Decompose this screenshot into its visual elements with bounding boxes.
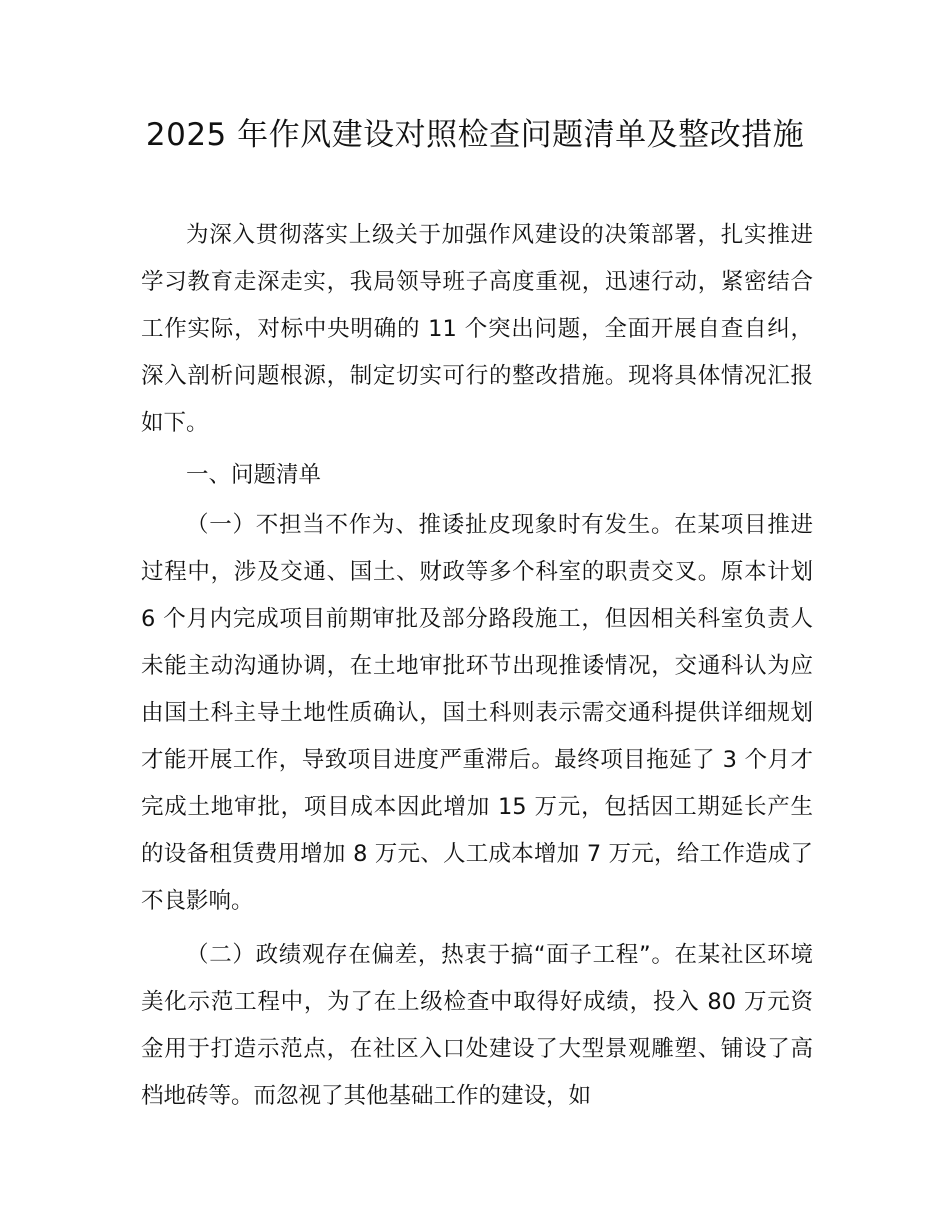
document-title: 2025 年作风建设对照检查问题清单及整改措施 — [145, 117, 805, 153]
problem-item-2: （二）政绩观存在偏差，热衷于搞“面子工程”。在某社区环境美化示范工程中，为了在上级检查中取得好成绩，投入 80 万元资金用于打造示范点，在社区入口处建设了大型景观雕塑、铺设了高档地砖等。而忽视了其他基础工作的建设，如 — [141, 942, 813, 1109]
intro-paragraph: 为深入贯彻落实上级关于加强作风建设的决策部署，扎实推进学习教育走深走实，我局领导班子高度重视，迅速行动，紧密结合工作实际，对标中央明确的 11 个突出问题，全面开展自查自纠，深入剖析问题根源，制定切实可行的整改措施。现将具体情况汇报如下。 — [141, 222, 813, 436]
problem-item-1: （一）不担当不作为、推诿扯皮现象时有发生。在某项目推进过程中，涉及交通、国土、财政等多个科室的职责交叉。原本计划 6 个月内完成项目前期审批及部分路段施工，但因相关科室负责人未能主动沟通协调，在土地审批环节出现推诿情况，交通科认为应由国土科主导土地性质确认，国土科则表示需交通科提供详细规划才能开展工作，导致项目进度严重滞后。最终项目拖延了 3 个月才完成土地审批，项目成本因此增加 15 万元，包括因工期延长产生的设备租赁费用增加 8 万元、人工成本增加 7 万元，给工作造成了不良影响。 — [141, 512, 813, 914]
document-body — [141, 212, 813, 1127]
section-heading-problem-list: 一、问题清单 — [186, 462, 322, 488]
